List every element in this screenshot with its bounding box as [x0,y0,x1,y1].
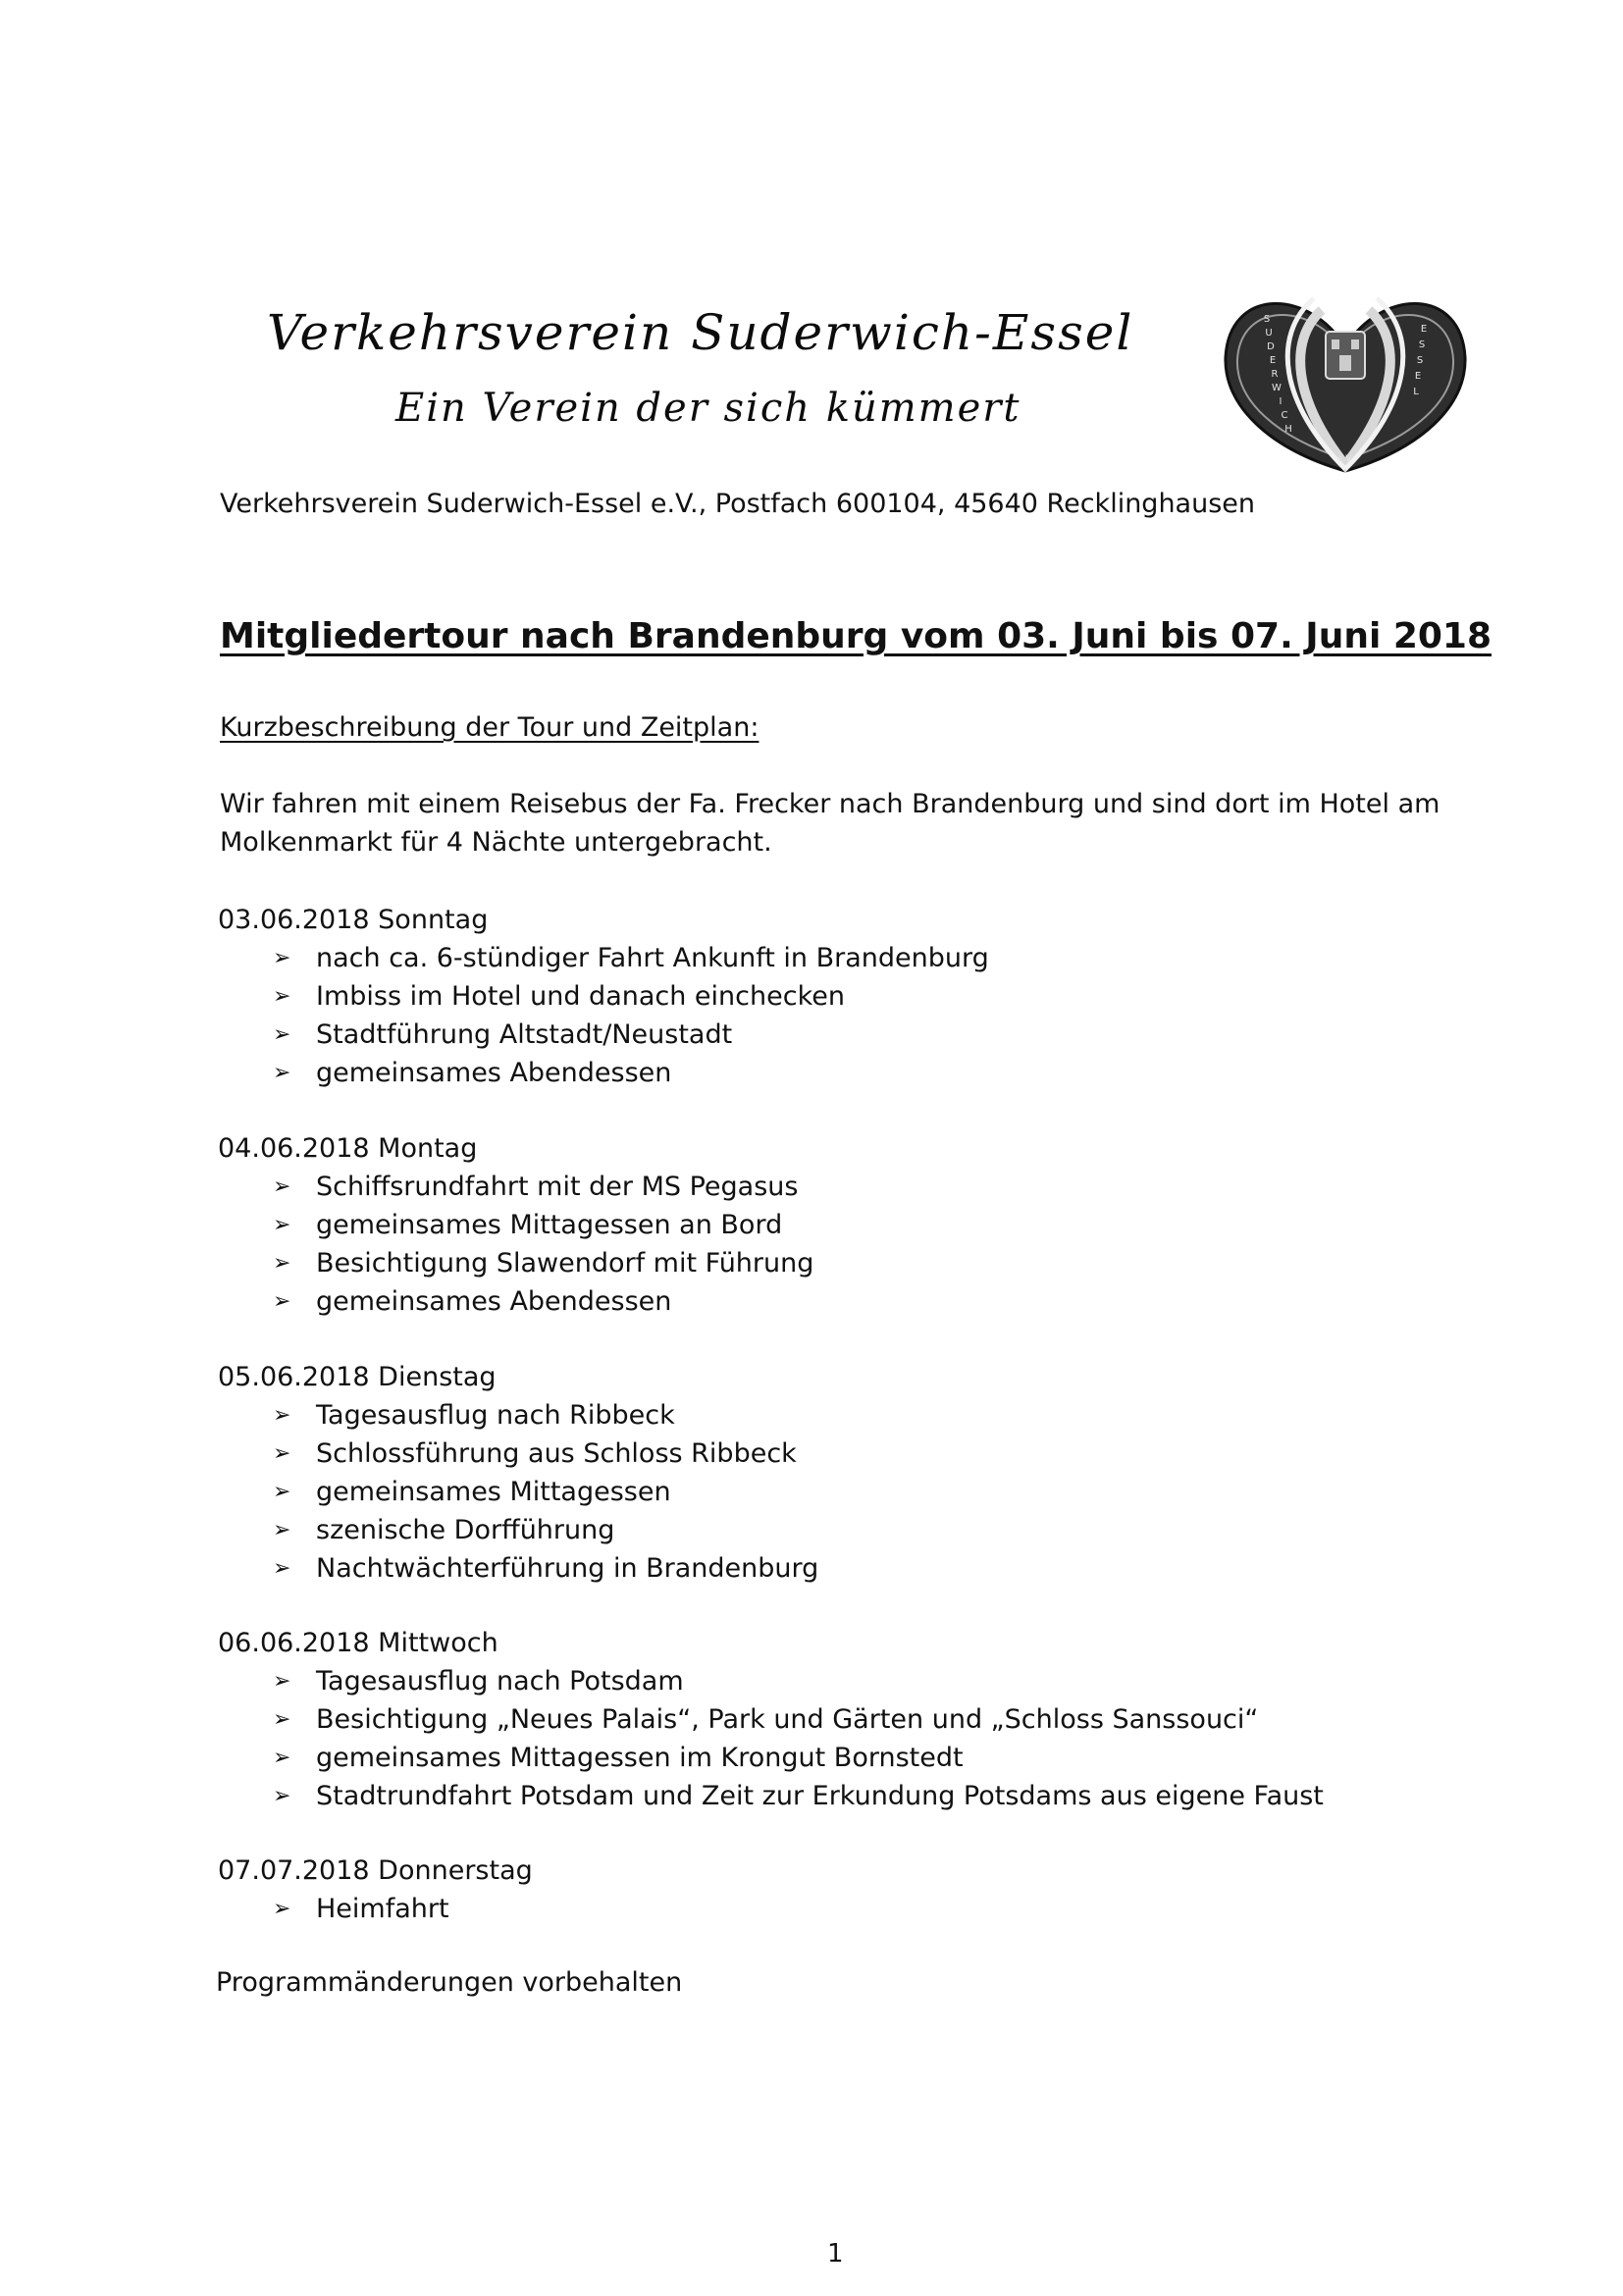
arrow-bullet-icon: ➢ [273,1403,291,1428]
day-heading: 06.06.2018 Mittwoch [218,1628,498,1658]
list-item: ➢ Schiffsrundfahrt mit der MS Pegasus [218,1168,813,1206]
program-note: Programmänderungen vorbehalten [216,1967,683,1998]
list-item: ➢ Tagesausflug nach Ribbeck [218,1396,818,1435]
svg-text:E: E [1414,371,1422,382]
day-item-list [218,1168,813,1321]
sender-address: Verkehrsverein Suderwich-Essel e.V., Postfach 600104, 45640 Recklinghausen [220,489,1256,519]
list-item: ➢ Stadtrundfahrt Potsdam und Zeit zur Erkundung Potsdams aus eigene Faust [218,1777,1324,1815]
day-block [218,1624,1324,1815]
list-item: ➢ szenische Dorfführung [218,1511,818,1549]
arrow-bullet-icon: ➢ [273,1061,291,1085]
arrow-bullet-icon: ➢ [273,1518,291,1542]
svg-text:S: S [1418,339,1426,350]
arrow-bullet-icon: ➢ [273,984,291,1009]
day-item-list [218,939,989,1092]
arrow-bullet-icon: ➢ [273,1480,291,1504]
arrow-bullet-icon: ➢ [273,1251,291,1276]
arrow-bullet-icon: ➢ [273,946,291,970]
arrow-bullet-icon: ➢ [273,1746,291,1770]
intro-paragraph: Wir fahren mit einem Reisebus der Fa. Frecker nach Brandenburg und sind dort im Hotel am Molkenmarkt für 4 Nächte untergebracht. [220,789,1440,858]
day-block [218,1358,818,1588]
arrow-bullet-icon: ➢ [273,1556,291,1581]
arrow-bullet-icon: ➢ [273,1213,291,1237]
list-item: ➢ gemeinsames Mittagessen an Bord [218,1206,813,1244]
page-title: Mitgliedertour nach Brandenburg vom 03. Juni bis 07. Juni 2018 [220,616,1492,656]
list-item: ➢ Besichtigung „Neues Palais“, Park und Gärten und „Schloss Sanssouci“ [218,1700,1324,1739]
club-logo [1220,281,1472,475]
day-block [218,901,989,1092]
organization-slogan: Ein Verein der sich kümmert [395,386,1021,431]
arrow-bullet-icon: ➢ [273,1784,291,1808]
arrow-bullet-icon: ➢ [273,1897,291,1921]
list-item: ➢ gemeinsames Mittagessen [218,1473,818,1511]
day-item-list [218,1662,1324,1815]
arrow-bullet-icon: ➢ [273,1669,291,1694]
svg-text:W: W [1272,383,1282,393]
svg-text:H: H [1284,424,1292,435]
arrow-bullet-icon: ➢ [273,1707,291,1732]
svg-text:E: E [1420,324,1428,335]
list-item: ➢ Schlossführung aus Schloss Ribbeck [218,1435,818,1473]
day-item-list [218,1890,533,1928]
list-item: ➢ Heimfahrt [218,1890,533,1928]
list-item: ➢ gemeinsames Mittagessen im Krongut Bornstedt [218,1739,1324,1777]
arrow-bullet-icon: ➢ [273,1022,291,1047]
arrow-bullet-icon: ➢ [273,1441,291,1466]
svg-text:I: I [1279,396,1283,407]
list-item: ➢ nach ca. 6-stündiger Fahrt Ankunft in Brandenburg [218,939,989,977]
day-item-list [218,1396,818,1588]
list-item: ➢ gemeinsames Abendessen [218,1282,813,1321]
list-item: ➢ Besichtigung Slawendorf mit Führung [218,1244,813,1282]
list-item: ➢ Tagesausflug nach Potsdam [218,1662,1324,1700]
svg-text:U: U [1265,328,1273,339]
svg-text:S: S [1263,314,1271,325]
day-heading: 07.07.2018 Donnerstag [218,1855,533,1886]
list-item: ➢ Imbiss im Hotel und danach einchecken [218,977,989,1016]
svg-text:L: L [1413,387,1419,397]
arrow-bullet-icon: ➢ [273,1289,291,1314]
organization-name: Verkehrsverein Suderwich-Essel [267,304,1134,361]
list-item: ➢ gemeinsames Abendessen [218,1054,989,1092]
arrow-bullet-icon: ➢ [273,1174,291,1199]
list-item: ➢ Nachtwächterführung in Brandenburg [218,1549,818,1588]
svg-text:D: D [1267,341,1275,352]
svg-text:C: C [1281,410,1288,421]
section-subtitle: Kurzbeschreibung der Tour und Zeitplan: [220,712,759,743]
page-number: 1 [827,2239,844,2269]
svg-text:S: S [1416,355,1424,366]
day-heading: 05.06.2018 Dienstag [218,1362,497,1392]
day-block [218,1852,533,1928]
svg-text:E: E [1269,355,1277,366]
day-heading: 03.06.2018 Sonntag [218,905,489,935]
svg-text:e.V.: e.V. [1336,454,1354,464]
day-block [218,1129,813,1321]
list-item: ➢ Stadtführung Altstadt/Neustadt [218,1016,989,1054]
day-heading: 04.06.2018 Montag [218,1133,478,1164]
svg-text:R: R [1271,369,1279,380]
